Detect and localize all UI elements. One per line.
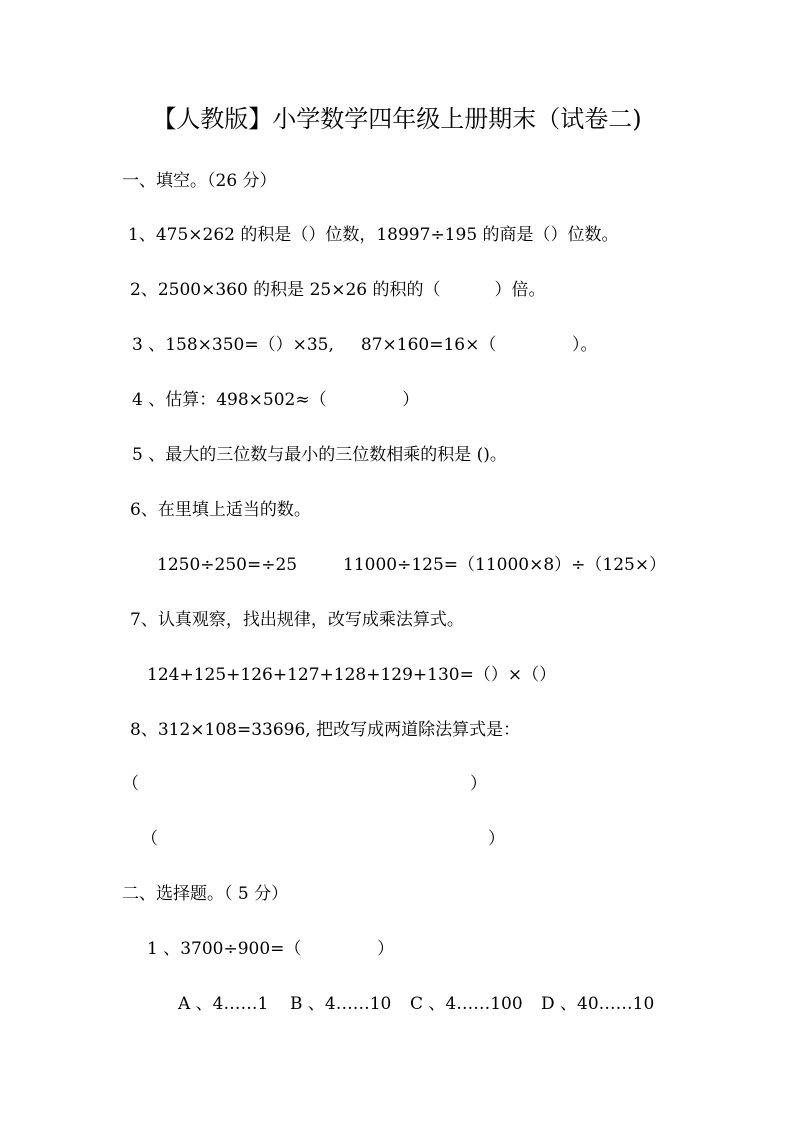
choice-option-c: C 、4……100 <box>410 994 523 1014</box>
answer-blank-1-open: （ <box>122 774 139 794</box>
question-7: 7、认真观察，找出规律，改写成乘法算式。 <box>130 610 464 630</box>
choice-option-a: A 、4……1 <box>178 994 269 1014</box>
question-4: 4 、估算：498×502≈（ ） <box>132 390 420 410</box>
question-6-expression-a: 1250÷250=÷25 <box>157 555 298 575</box>
question-1: 1、475×262 的积是（）位数，18997÷195 的商是（）位数。 <box>128 225 619 245</box>
question-7-expression: 124+125+126+127+128+129+130=（）×（） <box>147 665 557 685</box>
page-title: 【人教版】小学数学四年级上册期末（试卷二) <box>152 105 642 133</box>
question-3: 3 、158×350=（）×35, 87×160=16×（ ）。 <box>132 335 598 355</box>
answer-blank-1-close: ） <box>470 774 487 794</box>
question-2: 2、2500×360 的积是 25×26 的积的（ ）倍。 <box>130 280 546 300</box>
section-heading-fill-in: 一、填空。（26 分） <box>122 171 277 191</box>
choice-option-d: D 、40……10 <box>541 994 655 1014</box>
question-6-expression-b: 11000÷125=（11000×8）÷（125×） <box>343 555 667 575</box>
question-8: 8、312×108=33696, 把改写成两道除法算式是： <box>130 720 521 740</box>
question-6: 6、在里填上适当的数。 <box>130 500 311 520</box>
choice-option-b: B 、4……10 <box>290 994 392 1014</box>
answer-blank-2-close: ） <box>488 829 505 849</box>
choice-question-1: 1 、3700÷900=（ ） <box>147 939 395 959</box>
answer-blank-2-open: （ <box>141 829 158 849</box>
question-5: 5 、最大的三位数与最小的三位数相乘的积是 ()。 <box>132 445 507 465</box>
section-heading-multiple-choice: 二、选择题。（ 5 分） <box>122 884 289 904</box>
